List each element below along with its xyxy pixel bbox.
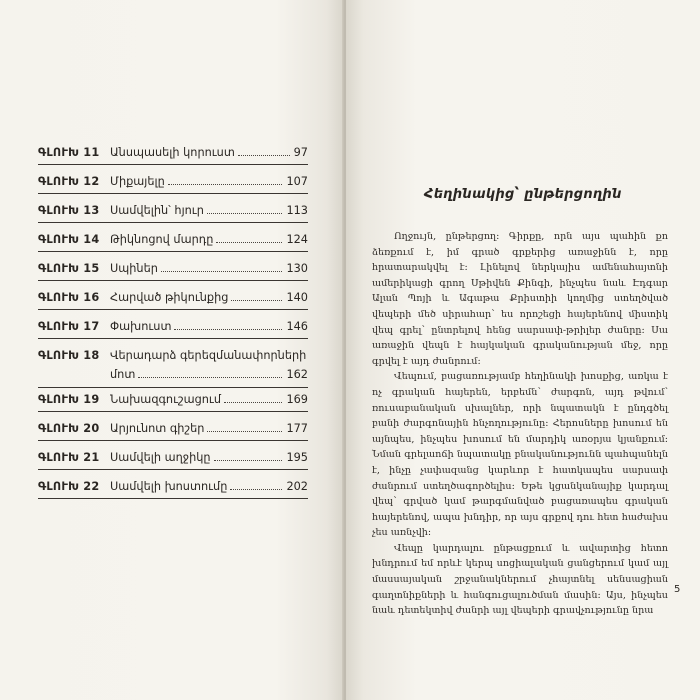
toc-entry (38, 346, 308, 381)
toc-leader-dots (231, 299, 282, 301)
toc-leader-dots (230, 488, 282, 490)
toc-chapter-title: Փախուստ (110, 320, 172, 333)
toc-chapter-title: Սամվելի աղջիկը (110, 451, 211, 464)
toc-leader-dots (238, 154, 290, 156)
toc-leader-dots (168, 183, 282, 185)
toc-entry (38, 419, 308, 439)
toc-chapter-label: ԳԼՈՒԽ 12 (38, 175, 100, 188)
toc-entry (38, 288, 308, 308)
toc-page-number: 113 (286, 204, 308, 217)
toc-page-number: 140 (286, 291, 308, 304)
toc-entry (38, 259, 308, 279)
toc-chapter-title: Հարված թիկունքից (110, 291, 229, 304)
toc-chapter-title: Անսպասելի կորուստ (110, 146, 235, 159)
toc-divider (38, 411, 308, 412)
toc-leader-dots (224, 401, 282, 403)
left-page (0, 0, 344, 700)
toc-entry (38, 448, 308, 468)
toc-entry (38, 390, 308, 410)
toc-divider (38, 164, 308, 165)
toc-page-number: 169 (286, 393, 308, 406)
toc-page-number: 195 (286, 451, 308, 464)
toc-leader-dots (138, 376, 282, 378)
toc-chapter-title: Թիկնոցով մարդը (110, 233, 214, 246)
toc-page-number: 107 (286, 175, 308, 188)
toc-entry (38, 201, 308, 221)
toc-chapter-label: ԳԼՈՒԽ 19 (38, 393, 100, 406)
toc-page-number: 130 (286, 262, 308, 275)
toc-page-number: 146 (286, 320, 308, 333)
toc-divider (38, 309, 308, 310)
toc-chapter-label: ԳԼՈՒԽ 18 (38, 349, 100, 362)
toc-chapter-title: Սպիներ (110, 262, 158, 275)
toc-chapter-title: Նախազգուշացում (110, 393, 222, 406)
toc-chapter-label: ԳԼՈՒԽ 13 (38, 204, 100, 217)
toc-chapter-label: ԳԼՈՒԽ 21 (38, 451, 100, 464)
toc-entry (38, 172, 308, 192)
toc-divider (38, 193, 308, 194)
toc-chapter-label: ԳԼՈՒԽ 20 (38, 422, 100, 435)
toc-chapter-label: ԳԼՈՒԽ 15 (38, 262, 100, 275)
paragraph: Վեպը կարդալու ընթացքում և ավարտից հետո խնդրում եմ որևէ կերպ սոցիալական ցանցերում կամ այլ մասսայական շրջանակներում չհայտնել սենսացիան գաղտնիքների և հանգուցալուծման մասին: Այս, ինչպես նաև դետեկտիվ ժանրի այլ վեպերի գրավչությունը նրա (372, 542, 668, 617)
toc-page-number: 202 (286, 480, 308, 493)
page-number: 5 (674, 584, 681, 595)
toc-page-number: 124 (286, 233, 308, 246)
toc-divider (38, 222, 308, 223)
toc-page-number: 162 (286, 368, 308, 381)
toc-divider (38, 469, 308, 470)
toc-chapter-title: Միքայելը (110, 175, 165, 188)
toc-page-number: 177 (286, 422, 308, 435)
toc-chapter-title: Արյունոտ գիշեր (110, 422, 205, 435)
toc-leader-dots (207, 430, 282, 432)
toc-entry (38, 477, 308, 497)
toc-leader-dots (216, 241, 282, 243)
toc-chapter-title-continued: մոտ (110, 368, 136, 381)
toc-chapter-label: ԳԼՈՒԽ 11 (38, 146, 100, 159)
toc-entry (38, 143, 308, 163)
toc-entry (38, 230, 308, 250)
toc-chapter-title: Սամվելին՝ հյուր (110, 204, 204, 217)
foreword-heading: Հեղինակից՝ ընթերցողին (424, 187, 622, 202)
toc-divider (38, 280, 308, 281)
toc-chapter-title: Վերադարձ գերեզմանափորների (110, 349, 307, 362)
toc-divider (38, 387, 308, 388)
toc-entry (38, 317, 308, 337)
toc-chapter-title: Սամվելի խոստումը (110, 480, 228, 493)
toc-chapter-label: ԳԼՈՒԽ 22 (38, 480, 100, 493)
foreword-body (372, 229, 668, 619)
paragraph: Վեպում, բացառությամբ հեղինակի խոսքից, առկա է ոչ գրական հայերեն, երբեմն՝ ժարգոն, այդ թվում՝ ռուսաբանական սխալներ, որի նպատակն է ընդգծել բանի ժարգոնային հնչողությունը: Հերոսները խոսում են այնպես, ինչպես խոսում են մարդիկ առօրյա կյանքում: Նման գրելաոճի նպատակը բնականությունն պահպանելն է, ինչը չափազանց կարևոր է հատկապես սարսափ ժանրում ստեղծագործելիս: Եթե կցանկանայիք կարդալ վեպ՝ գրված կամ թարգմանված բացառապես գրական հայերենով, ապա խնդիր, որ այս գրքով դու հետ հաժախս չես առնչվի: (372, 371, 668, 539)
toc-divider (38, 498, 308, 499)
toc-leader-dots (207, 212, 282, 214)
toc-leader-dots (214, 459, 282, 461)
toc-chapter-label: ԳԼՈՒԽ 14 (38, 233, 100, 246)
toc-chapter-label: ԳԼՈՒԽ 16 (38, 291, 100, 304)
toc-page-number: 97 (293, 146, 308, 159)
toc-divider (38, 338, 308, 339)
toc-chapter-label: ԳԼՈՒԽ 17 (38, 320, 100, 333)
toc-divider (38, 440, 308, 441)
toc-leader-dots (174, 328, 282, 330)
toc-divider (38, 251, 308, 252)
toc-leader-dots (161, 270, 282, 272)
paragraph: Ողջույն, ընթերցող: Գիրքը, որն այս պահին քո ձեռքում է, իմ գրած գրքերից առաջինն է, որը հրատարակվել է: Լինելով ներկայիս ամենահայտնի ամերիկացի գրող Սթիվեն Քինգի, ինչպես նաև Էդգար Ալան Պոյի և Ագաթա Քրիստիի կողմից ստեղծված վեպերի մեծ սիրահար՝ ես որոշեցի հայերենով միստիկ վեպ գրել՝ ընտրելով հենց սարսափ-թրիլեր ժանրը: Սա առաջին վեպն է հայկական գրականության մեջ, որը գրվել է այդ ժանրում: (372, 231, 668, 367)
